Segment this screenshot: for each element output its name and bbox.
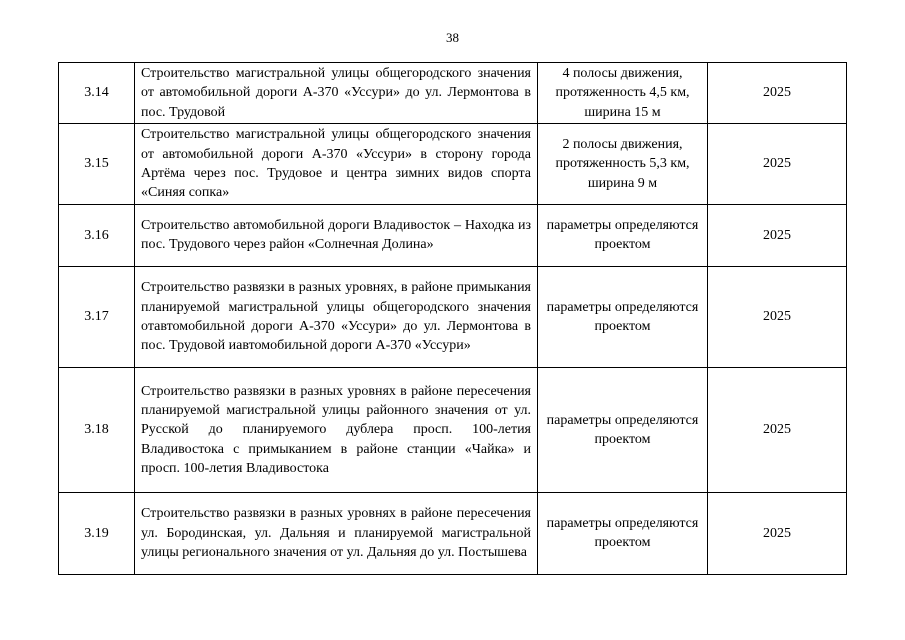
row-year: 2025 xyxy=(708,266,847,367)
row-description: Строительство развязки в разных уровнях, в районе примыкания планируемой магистральной улицы общегородского значения отавтомобильной дороги А-370 «Уссури» до ул. Лермонтова в пос. Трудовой иавтомобильной дороги А-370 «Уссури» xyxy=(135,266,538,367)
row-number: 3.16 xyxy=(59,204,135,266)
row-year: 2025 xyxy=(708,63,847,124)
row-number: 3.18 xyxy=(59,367,135,492)
table-row xyxy=(59,123,847,204)
table-row xyxy=(59,492,847,574)
row-description: Строительство развязки в разных уровнях в районе пересечения ул. Бородинская, ул. Дальняя и планируемой магистральной улицы регионального значения от ул. Дальняя до ул. Постышева xyxy=(135,492,538,574)
row-parameters: параметры определяются проектом xyxy=(538,492,708,574)
row-description: Строительство автомобильной дороги Владивосток – Находка из пос. Трудового через район «Солнечная Долина» xyxy=(135,204,538,266)
table-row xyxy=(59,266,847,367)
row-description: Строительство магистральной улицы общегородского значения от автомобильной дороги А-370 «Уссури» в сторону города Артёма через пос. Трудовое и центра зимних видов спорта «Синяя сопка» xyxy=(135,123,538,204)
row-year: 2025 xyxy=(708,123,847,204)
row-parameters: 4 полосы движения, протяженность 4,5 км, ширина 15 м xyxy=(538,63,708,124)
row-number: 3.19 xyxy=(59,492,135,574)
row-parameters: параметры определяются проектом xyxy=(538,266,708,367)
row-year: 2025 xyxy=(708,204,847,266)
row-description: Строительство магистральной улицы общегородского значения от автомобильной дороги А-370 «Уссури» до ул. Лермонтова в пос. Трудовой xyxy=(135,63,538,124)
table-row xyxy=(59,204,847,266)
table-row xyxy=(59,367,847,492)
row-number: 3.17 xyxy=(59,266,135,367)
row-number: 3.15 xyxy=(59,123,135,204)
row-parameters: 2 полосы движения, протяженность 5,3 км, ширина 9 м xyxy=(538,123,708,204)
row-year: 2025 xyxy=(708,367,847,492)
row-description: Строительство развязки в разных уровнях в районе пересечения планируемой магистральной улицы районного значения от ул. Русской до планируемого дублера просп. 100-летия Владивостока с примыканием в районе станции «Чайка» и просп. 100-летия Владивостока xyxy=(135,367,538,492)
projects-table xyxy=(58,62,847,575)
row-parameters: параметры определяются проектом xyxy=(538,367,708,492)
page-number: 38 xyxy=(446,30,459,45)
row-parameters: параметры определяются проектом xyxy=(538,204,708,266)
row-number: 3.14 xyxy=(59,63,135,124)
table-row xyxy=(59,63,847,124)
row-year: 2025 xyxy=(708,492,847,574)
